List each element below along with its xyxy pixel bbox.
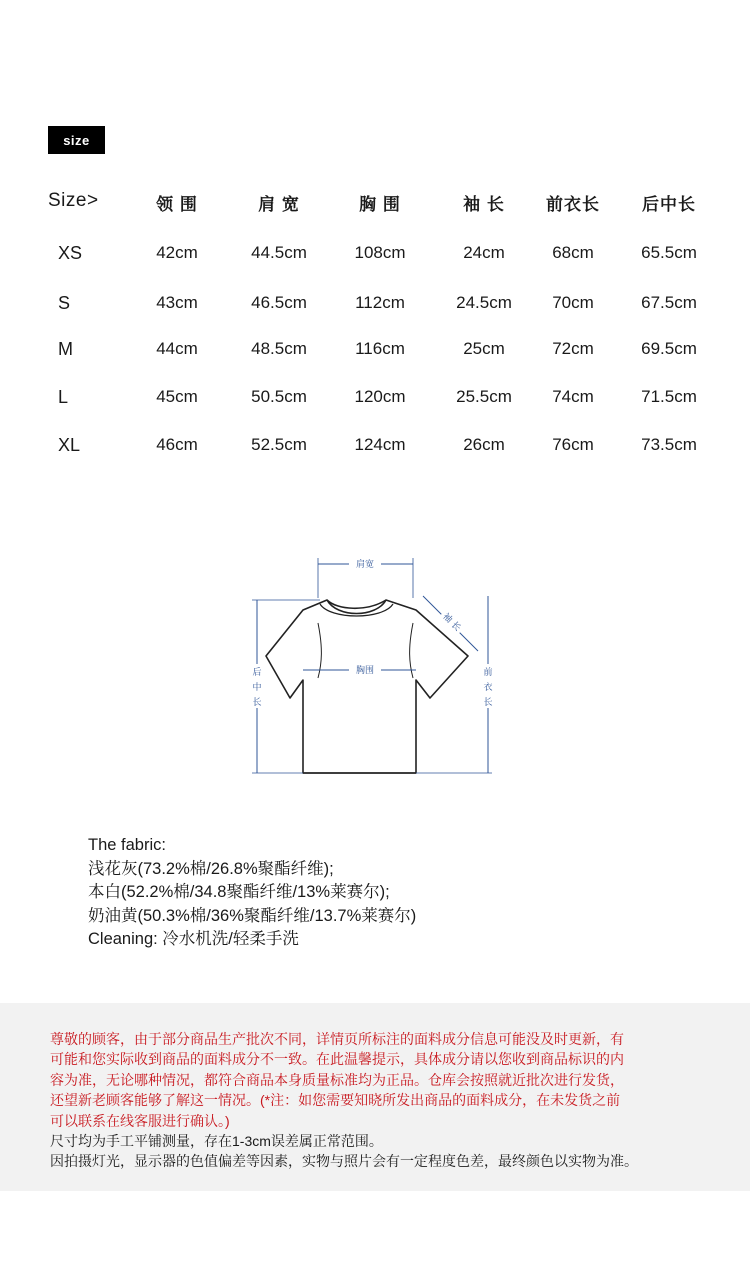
header-cell: 后中长	[642, 195, 696, 214]
table-cell: 74cm	[552, 387, 594, 406]
fabric-title: The fabric:	[88, 836, 166, 854]
table-cell: 50.5cm	[251, 387, 307, 406]
tshirt-outline	[266, 600, 468, 773]
header-cell: 肩 宽	[258, 195, 300, 214]
table-cell: 112cm	[355, 293, 405, 312]
front-length-label-2: 衣	[483, 683, 493, 693]
table-cell: 71.5cm	[641, 387, 697, 406]
chest-label: 胸围	[355, 666, 375, 676]
table-cell: 73.5cm	[641, 435, 697, 454]
size-label: M	[58, 339, 73, 359]
table-cell: 68cm	[552, 243, 594, 262]
back-length-label-2: 中	[252, 683, 262, 693]
notice-red-line-3: 容为准，无论哪种情况，都符合商品本身质量标准均为正品。仓库会按照就近批次进行发货，	[50, 1071, 624, 1088]
size-label: S	[58, 293, 71, 313]
header-cell: Size>	[48, 190, 99, 211]
table-cell: 69.5cm	[641, 339, 697, 358]
notice-red-line-2: 可能和您实际收到商品的面料成分不一致。在此温馨提示，具体成分请以您收到商品标识的内	[50, 1051, 624, 1068]
table-cell: 72cm	[552, 339, 594, 358]
table-cell: 46cm	[156, 435, 198, 454]
notice-red-line-4: 还望新老顾客能够了解这一情况。(*注：如您需要知晓所发出商品的面料成分，在未发货之前	[50, 1092, 621, 1109]
size-label: XL	[58, 435, 81, 455]
table-cell: 70cm	[552, 293, 594, 312]
notice-measure-line: 尺寸均为手工平铺测量，存在1-3cm误差属正常范围。	[50, 1133, 383, 1150]
header-cell: 领 围	[156, 195, 198, 214]
table-cell: 45cm	[156, 387, 198, 406]
table-cell: 24cm	[463, 243, 505, 262]
table-cell: 116cm	[355, 339, 405, 358]
notice-color-line: 因拍摄灯光，显示器的色值偏差等因素，实物与照片会有一定程度色差，最终颜色以实物为准。	[50, 1153, 638, 1170]
table-cell: 26cm	[463, 435, 505, 454]
front-length-label-1: 前	[483, 668, 493, 678]
back-length-label-3: 长	[252, 698, 262, 708]
table-cell: 124cm	[354, 435, 406, 454]
fabric-line-3: 奶油黄(50.3%棉/36%聚酯纤维/13.7%莱赛尔)	[88, 906, 417, 925]
cleaning-info: Cleaning: 冷水机洗/轻柔手洗	[88, 930, 299, 948]
header-cell: 胸 围	[359, 195, 401, 214]
fabric-info	[88, 834, 416, 952]
table-cell: 42cm	[156, 243, 198, 262]
table-cell: 25.5cm	[456, 387, 512, 406]
back-length-label-1: 后	[252, 668, 262, 678]
table-cell: 65.5cm	[641, 243, 697, 262]
sleeve-label: 袖 长	[440, 611, 463, 634]
tshirt-collar	[327, 600, 386, 614]
fabric-line-1: 浅花灰(73.2%棉/26.8%聚酯纤维);	[88, 859, 334, 878]
table-cell: 120cm	[354, 387, 406, 406]
table-cell: 52.5cm	[251, 435, 307, 454]
front-length-label-3: 长	[483, 698, 493, 708]
table-cell: 44cm	[156, 339, 198, 358]
notice-red-line-1: 尊敬的顾客，由于部分商品生产批次不同，详情页所标注的面料成分信息可能没及时更新，有	[50, 1031, 624, 1047]
tshirt-measurement-diagram	[240, 548, 510, 784]
table-cell: 76cm	[552, 435, 594, 454]
size-badge: size	[48, 126, 105, 154]
fabric-line-2: 本白(52.2%棉/34.8聚酯纤维/13%莱赛尔);	[88, 883, 390, 901]
notice-panel	[0, 1003, 750, 1191]
table-cell: 67.5cm	[641, 293, 697, 312]
table-cell: 48.5cm	[251, 339, 307, 358]
table-cell: 46.5cm	[251, 293, 307, 312]
table-cell: 24.5cm	[456, 293, 512, 312]
table-cell: 25cm	[463, 339, 505, 358]
shoulder-label: 肩宽	[355, 560, 375, 570]
table-cell: 43cm	[156, 293, 198, 312]
notice-red-line-5: 可以联系在线客服进行确认。)	[50, 1112, 230, 1129]
table-cell: 44.5cm	[251, 243, 307, 262]
header-cell: 前衣长	[546, 195, 600, 214]
size-label: XS	[58, 243, 83, 263]
table-cell: 108cm	[354, 243, 406, 262]
header-cell: 袖 长	[463, 195, 505, 214]
size-label: L	[58, 387, 69, 407]
